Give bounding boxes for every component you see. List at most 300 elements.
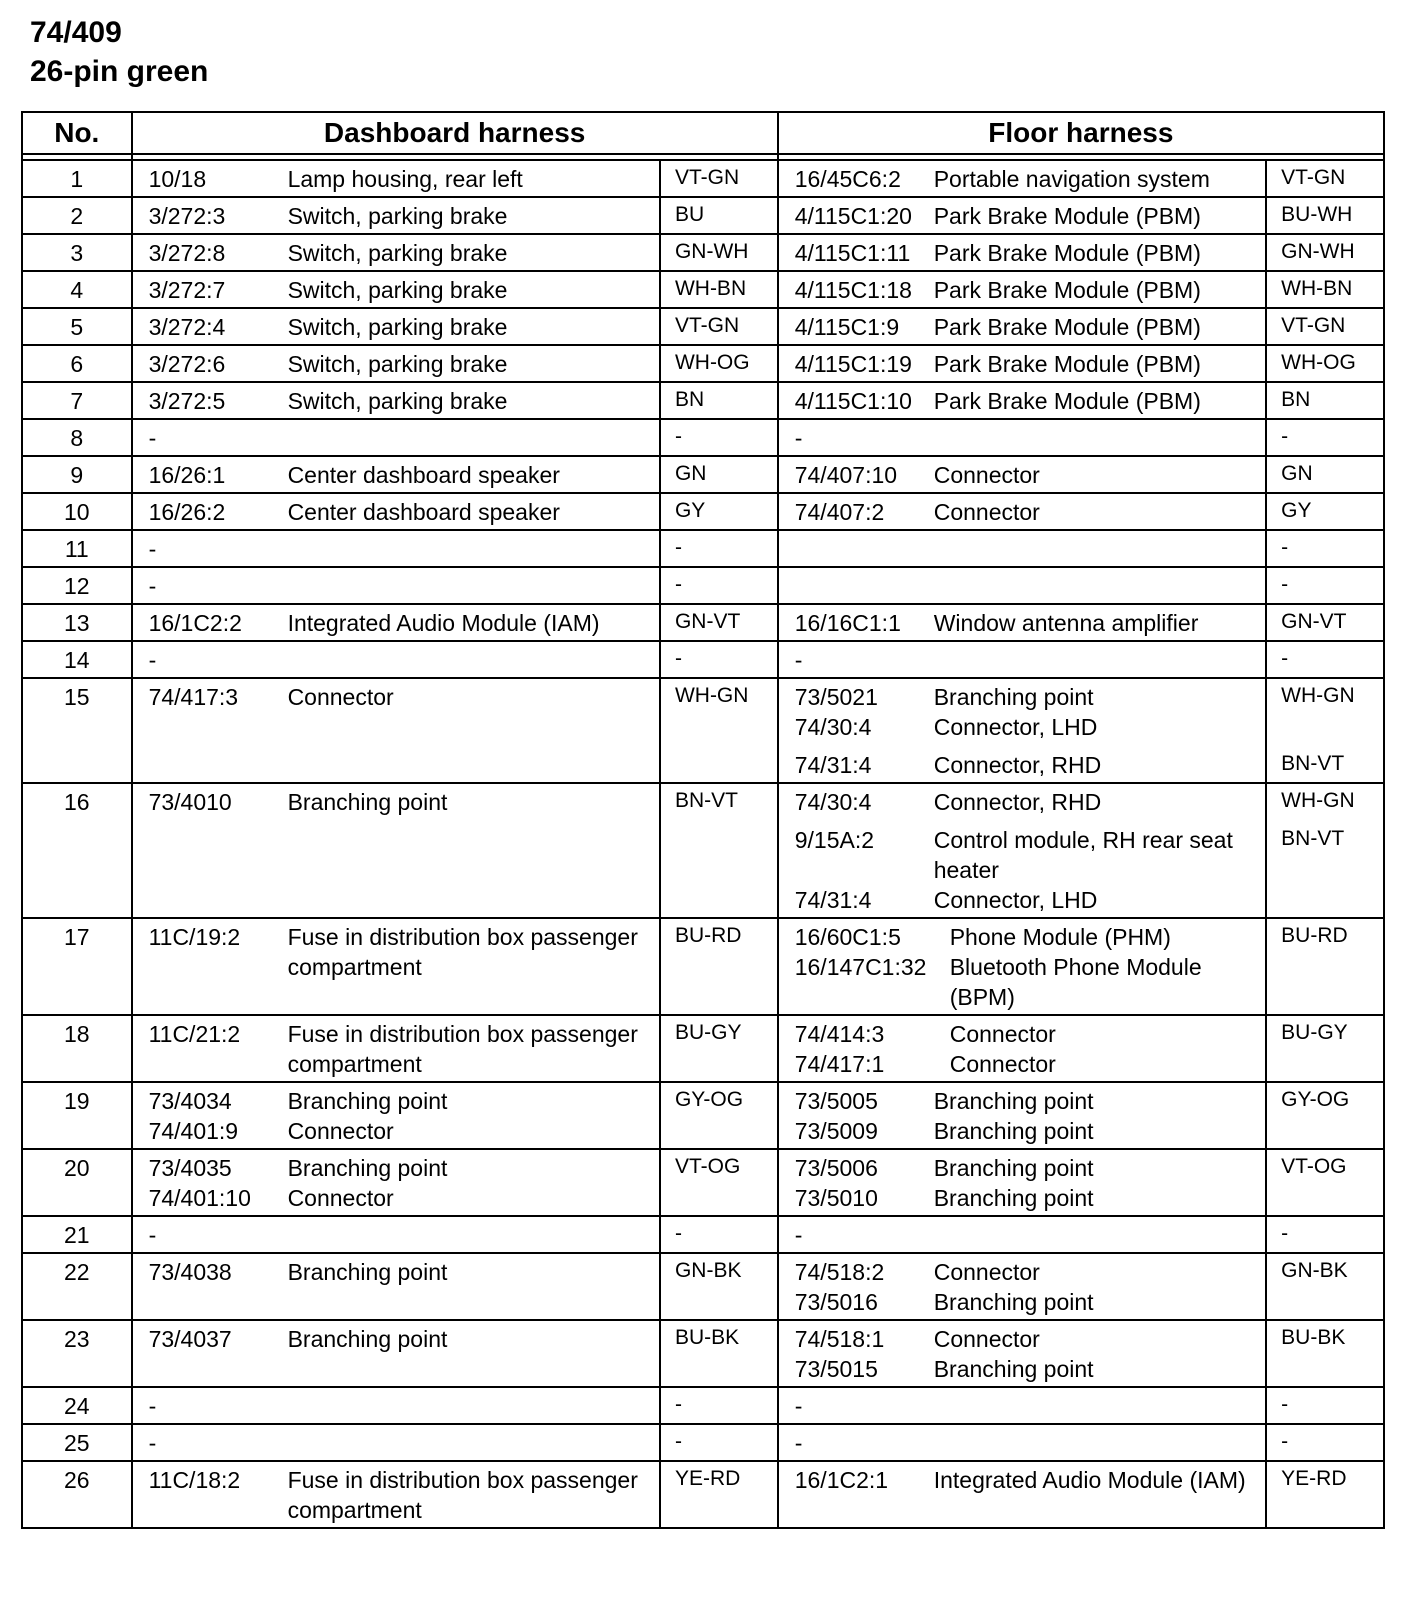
floor-wire-color [1266,234,1384,271]
pin-number: 1 [22,160,132,197]
floor-component-description: Connector, RHD [933,752,1102,778]
dashboard-entry [149,1391,653,1421]
dashboard-component-description: Center dashboard speaker [287,462,560,488]
pin-number: 17 [22,918,132,1015]
floor-wire-color [1266,271,1384,308]
dashboard-entry [149,497,653,527]
dashboard-component-id: - [148,536,157,562]
floor-color-code: - [1281,425,1289,448]
floor-wire-color [1266,783,1384,918]
dashboard-color-code: - [674,1222,682,1245]
floor-entry [795,1428,1259,1458]
dashboard-component-id: 11C/21:2 [148,1021,241,1047]
dashboard-color-code: - [674,536,682,559]
floor-wire-color [1266,197,1384,234]
dashboard-entry [149,460,653,490]
dashboard-color-code: VT-GN [674,166,740,189]
dashboard-harness-entries [132,918,660,1015]
dashboard-color-code: - [674,573,682,596]
floor-color-code: WH-GN [1281,789,1355,812]
table-row [22,567,1384,604]
dashboard-entry [149,1465,653,1525]
dashboard-harness-entries [132,1082,660,1149]
floor-color-code: GN-WH [1281,240,1355,263]
floor-entry [795,423,1259,453]
floor-color-code: - [1281,573,1289,596]
floor-wire-color [1266,641,1384,678]
dashboard-harness-entries [132,1015,660,1082]
header-floor-harness: Floor harness [778,112,1384,154]
dashboard-harness-entries [132,271,660,308]
floor-entry [795,1153,1259,1183]
dashboard-wire-color [660,1082,778,1149]
pin-number: 18 [22,1015,132,1082]
floor-entry [795,1354,1259,1384]
floor-wire-color [1266,382,1384,419]
dashboard-entry [149,349,653,379]
pin-number: 16 [22,783,132,918]
floor-component-description: Connector [933,499,1040,525]
floor-harness-entries [778,419,1266,456]
floor-component-description: Portable navigation system [933,166,1210,192]
floor-wire-color [1266,160,1384,197]
floor-component-description: Connector, LHD [933,714,1098,740]
dashboard-entry [149,1153,653,1183]
dashboard-component-id: 3/272:6 [148,351,226,377]
table-row [22,271,1384,308]
dashboard-harness-entries [132,1461,660,1528]
dashboard-wire-color [660,197,778,234]
dashboard-component-id: - [148,1393,157,1419]
floor-entry [795,1465,1259,1495]
floor-entry [795,952,1259,1012]
floor-entry [795,1257,1259,1287]
table-row [22,1149,1384,1216]
dashboard-entry [149,1019,653,1079]
floor-color-code: BU-BK [1281,1326,1346,1349]
dashboard-color-code: YE-RD [674,1467,741,1490]
floor-component-id: - [794,1222,803,1248]
floor-component-description: Branching point [933,684,1094,710]
floor-color-code: BU-GY [1281,1021,1348,1044]
floor-component-description: Connector [949,1021,1056,1047]
floor-component-id: 4/115C1:9 [794,314,900,340]
dashboard-component-description: Integrated Audio Module (IAM) [287,610,600,636]
dashboard-component-description: Branching point [287,1088,448,1114]
floor-component-id: 74/417:1 [794,1051,885,1077]
floor-harness-entries [778,382,1266,419]
dashboard-component-id: 73/4010 [148,789,232,815]
floor-entry [795,608,1259,638]
floor-entry [795,1220,1259,1250]
dashboard-color-code: GN [674,462,707,485]
floor-component-description: Control module, RH rear seat heater [933,827,1233,883]
floor-entry [795,1183,1259,1213]
dashboard-component-id: 11C/19:2 [148,924,241,950]
dashboard-entry [149,608,653,638]
floor-component-id: 73/5006 [794,1155,878,1181]
floor-wire-color [1266,1149,1384,1216]
floor-component-id: 73/5015 [794,1356,878,1382]
dashboard-color-code: - [674,1393,682,1416]
dashboard-entry [149,1116,653,1146]
floor-harness-entries [778,1015,1266,1082]
floor-entry [795,201,1259,231]
floor-wire-color [1266,1216,1384,1253]
table-row [22,1424,1384,1461]
floor-component-id: 4/115C1:18 [794,277,912,303]
table-row [22,641,1384,678]
dashboard-wire-color [660,1461,778,1528]
dashboard-component-id: - [148,1222,157,1248]
dashboard-wire-color [660,1424,778,1461]
floor-color-code: BN-VT [1281,827,1345,850]
dashboard-wire-color [660,271,778,308]
floor-wire-color [1266,918,1384,1015]
floor-component-description [934,645,1259,675]
floor-harness-entries [778,271,1266,308]
floor-component-description: Park Brake Module (PBM) [933,240,1201,266]
floor-color-code: WH-BN [1281,277,1353,300]
dashboard-component-id: 3/272:3 [148,203,226,229]
dashboard-color-code: VT-OG [674,1155,741,1178]
floor-component-id: 4/115C1:10 [794,388,912,414]
pin-number: 13 [22,604,132,641]
floor-component-description [934,1428,1259,1458]
pin-number: 5 [22,308,132,345]
floor-entry [795,712,1259,742]
dashboard-component-description: Branching point [287,1155,448,1181]
floor-wire-color [1266,604,1384,641]
floor-entry [795,1049,1259,1079]
floor-component-description: Connector [933,462,1040,488]
floor-color-code: VT-OG [1281,1155,1347,1178]
dashboard-component-id: 73/4035 [148,1155,232,1181]
dashboard-component-description [288,571,653,601]
dashboard-component-id: - [148,425,157,451]
floor-harness-entries [778,1387,1266,1424]
table-row [22,530,1384,567]
floor-color-code: GN [1281,462,1313,485]
floor-wire-color [1266,308,1384,345]
floor-entry [795,1391,1259,1421]
pin-number: 7 [22,382,132,419]
table-row [22,1320,1384,1387]
floor-component-description: Window antenna amplifier [933,610,1199,636]
dashboard-harness-entries [132,1149,660,1216]
floor-harness-entries [778,1216,1266,1253]
floor-component-id: 74/31:4 [794,887,872,913]
dashboard-harness-entries [132,456,660,493]
pin-number: 23 [22,1320,132,1387]
floor-harness-entries [778,308,1266,345]
dashboard-color-code: WH-GN [674,684,749,707]
floor-color-code: VT-GN [1281,166,1346,189]
dashboard-harness-entries [132,1253,660,1320]
floor-harness-entries [778,160,1266,197]
floor-component-id: - [794,1393,803,1419]
dashboard-wire-color [660,419,778,456]
dashboard-entry [149,571,653,601]
dashboard-harness-entries [132,783,660,918]
dashboard-component-description [288,1220,653,1250]
floor-harness-entries [778,567,1266,604]
dashboard-component-description [288,423,653,453]
dashboard-wire-color [660,234,778,271]
dashboard-component-description: Branching point [287,789,448,815]
dashboard-harness-entries [132,345,660,382]
floor-color-code [1281,711,1383,741]
dashboard-component-description: Switch, parking brake [287,240,508,266]
table-row [22,1082,1384,1149]
pin-number: 4 [22,271,132,308]
floor-entry [795,460,1259,490]
header-no: No. [22,112,132,154]
dashboard-wire-color [660,783,778,918]
dashboard-component-description: Switch, parking brake [287,314,508,340]
dashboard-component-id: 16/26:1 [148,462,226,488]
table-row [22,197,1384,234]
pin-number: 3 [22,234,132,271]
floor-component-description [934,1220,1259,1250]
floor-component-id: 4/115C1:11 [794,240,911,266]
table-row [22,345,1384,382]
dashboard-component-id: - [148,573,157,599]
floor-component-description: Park Brake Module (PBM) [933,314,1201,340]
dashboard-entry [149,1183,653,1213]
floor-component-id: 16/16C1:1 [794,610,901,636]
floor-entry [795,922,1259,952]
dashboard-color-code: BU [674,203,705,226]
floor-component-id: 16/60C1:5 [794,924,901,950]
floor-component-id: 74/518:1 [794,1326,885,1352]
floor-component-id: 74/414:3 [794,1021,885,1047]
dashboard-entry [149,164,653,194]
dashboard-color-code: GY-OG [674,1088,744,1111]
floor-component-description: Connector, RHD [933,789,1102,815]
floor-component-description: Branching point [933,1356,1094,1382]
floor-component-description: Branching point [933,1185,1094,1211]
dashboard-wire-color [660,1387,778,1424]
dashboard-harness-entries [132,197,660,234]
connector-description: 26-pin green [30,55,209,88]
pin-number: 26 [22,1461,132,1528]
floor-component-description: Connector [933,1326,1040,1352]
dashboard-component-description: Branching point [287,1259,448,1285]
floor-color-code: BU-WH [1281,203,1353,226]
floor-entry [795,825,1259,885]
header-dashboard-harness: Dashboard harness [132,112,778,154]
pin-number: 12 [22,567,132,604]
dashboard-color-code: GN-BK [674,1259,742,1282]
dashboard-harness-entries [132,419,660,456]
dashboard-component-id: 10/18 [148,166,207,192]
floor-wire-color [1266,493,1384,530]
floor-component-description: Connector, LHD [933,887,1098,913]
dashboard-component-id: 74/417:3 [148,684,239,710]
floor-wire-color [1266,530,1384,567]
dashboard-wire-color [660,382,778,419]
dashboard-component-description: Connector [287,684,394,710]
floor-color-code: GN-VT [1281,610,1347,633]
floor-wire-color [1266,1424,1384,1461]
dashboard-entry [149,1086,653,1116]
floor-component-id: 73/5005 [794,1088,878,1114]
pin-number: 19 [22,1082,132,1149]
table-row [22,1461,1384,1528]
dashboard-harness-entries [132,530,660,567]
pin-number: 21 [22,1216,132,1253]
floor-component-description: Branching point [933,1155,1094,1181]
floor-color-code: - [1281,647,1289,670]
floor-component-id: 9/15A:2 [794,827,875,853]
pin-number: 2 [22,197,132,234]
dashboard-entry [149,312,653,342]
pin-number: 15 [22,678,132,783]
connector-id: 74/409 [30,16,122,49]
floor-wire-color [1266,567,1384,604]
dashboard-harness-entries [132,160,660,197]
floor-harness-entries [778,456,1266,493]
floor-component-description: Branching point [933,1088,1094,1114]
floor-color-code: GY [1281,499,1312,522]
dashboard-component-id: 74/401:9 [148,1118,239,1144]
floor-component-id: 73/5010 [794,1185,878,1211]
dashboard-component-id: 16/1C2:2 [148,610,242,636]
dashboard-color-code: - [674,647,682,670]
dashboard-component-id: 16/26:2 [148,499,226,525]
dashboard-harness-entries [132,641,660,678]
table-row [22,604,1384,641]
dashboard-component-description: Fuse in distribution box passenger compartment [287,924,638,980]
dashboard-entry [149,238,653,268]
dashboard-wire-color [660,1015,778,1082]
floor-component-id: 16/1C2:1 [794,1467,889,1493]
dashboard-entry [149,1324,653,1354]
dashboard-entry [149,645,653,675]
floor-color-code: - [1281,1430,1289,1453]
floor-color-code: WH-OG [1281,351,1356,374]
floor-component-description [934,423,1259,453]
floor-color-code: GY-OG [1281,1088,1350,1111]
floor-component-id: 74/30:4 [794,714,872,740]
dashboard-wire-color [660,493,778,530]
dashboard-entry [149,534,653,564]
dashboard-wire-color [660,918,778,1015]
floor-entry [795,885,1259,915]
dashboard-wire-color [660,160,778,197]
table-row [22,308,1384,345]
floor-component-id: 16/45C6:2 [794,166,901,192]
floor-component-id: 73/5009 [794,1118,878,1144]
dashboard-wire-color [660,530,778,567]
dashboard-component-description: Switch, parking brake [287,351,508,377]
floor-component-id: 74/407:10 [794,462,898,488]
table-row [22,234,1384,271]
floor-entry [795,386,1259,416]
floor-component-description: Bluetooth Phone Module (BPM) [949,954,1202,1010]
dashboard-harness-entries [132,308,660,345]
floor-harness-entries [778,493,1266,530]
floor-wire-color [1266,1461,1384,1528]
dashboard-color-code: - [674,1430,682,1453]
floor-entry [795,349,1259,379]
dashboard-component-description: Fuse in distribution box passenger compartment [287,1467,638,1523]
dashboard-component-id: 73/4038 [148,1259,232,1285]
dashboard-component-id: 73/4034 [148,1088,232,1114]
dashboard-harness-entries [132,1320,660,1387]
floor-component-description: Branching point [933,1118,1094,1144]
dashboard-component-id: - [148,647,157,673]
dashboard-color-code: BU-GY [674,1021,742,1044]
floor-harness-entries [778,918,1266,1015]
floor-component-description: Connector [933,1259,1040,1285]
floor-component-id: 74/407:2 [794,499,885,525]
header-row [22,112,1384,154]
dashboard-wire-color [660,456,778,493]
dashboard-wire-color [660,1320,778,1387]
floor-component-description: Connector [949,1051,1056,1077]
table-row [22,783,1384,918]
dashboard-harness-entries [132,678,660,783]
dashboard-color-code: BU-RD [674,924,742,947]
floor-entry [795,1287,1259,1317]
dashboard-wire-color [660,345,778,382]
floor-wire-color [1266,678,1384,783]
floor-color-code: GN-BK [1281,1259,1348,1282]
floor-component-description [934,1391,1259,1421]
table-row [22,1253,1384,1320]
dashboard-component-description [288,1391,653,1421]
dashboard-component-id: 11C/18:2 [148,1467,241,1493]
dashboard-wire-color [660,308,778,345]
floor-component-description: Park Brake Module (PBM) [933,388,1201,414]
floor-harness-entries [778,530,1266,567]
floor-component-id: 73/5021 [794,684,878,710]
floor-color-code: YE-RD [1281,1467,1347,1490]
dashboard-component-description: Connector [287,1118,394,1144]
dashboard-color-code: BU-BK [674,1326,740,1349]
dashboard-component-id: 3/272:8 [148,240,226,266]
floor-component-id: 16/147C1:32 [794,954,927,980]
floor-harness-entries [778,1253,1266,1320]
pin-number: 14 [22,641,132,678]
floor-wire-color [1266,1387,1384,1424]
floor-wire-color [1266,1253,1384,1320]
floor-wire-color [1266,456,1384,493]
floor-entry [795,1324,1259,1354]
floor-color-code: - [1281,536,1289,559]
dashboard-wire-color [660,604,778,641]
floor-component-id: - [794,647,803,673]
floor-entry [795,497,1259,527]
floor-entry [795,1086,1259,1116]
pin-number: 11 [22,530,132,567]
dashboard-wire-color [660,1216,778,1253]
pin-number: 25 [22,1424,132,1461]
dashboard-entry [149,275,653,305]
floor-entry [795,682,1259,712]
floor-entry [795,164,1259,194]
floor-harness-entries [778,1424,1266,1461]
floor-harness-entries [778,197,1266,234]
floor-color-code: - [1281,1393,1289,1416]
table-row [22,160,1384,197]
floor-color-code: BN-VT [1281,752,1345,775]
floor-wire-color [1266,1015,1384,1082]
dashboard-component-description: Lamp housing, rear left [287,166,523,192]
floor-component-id: 74/31:4 [794,752,872,778]
